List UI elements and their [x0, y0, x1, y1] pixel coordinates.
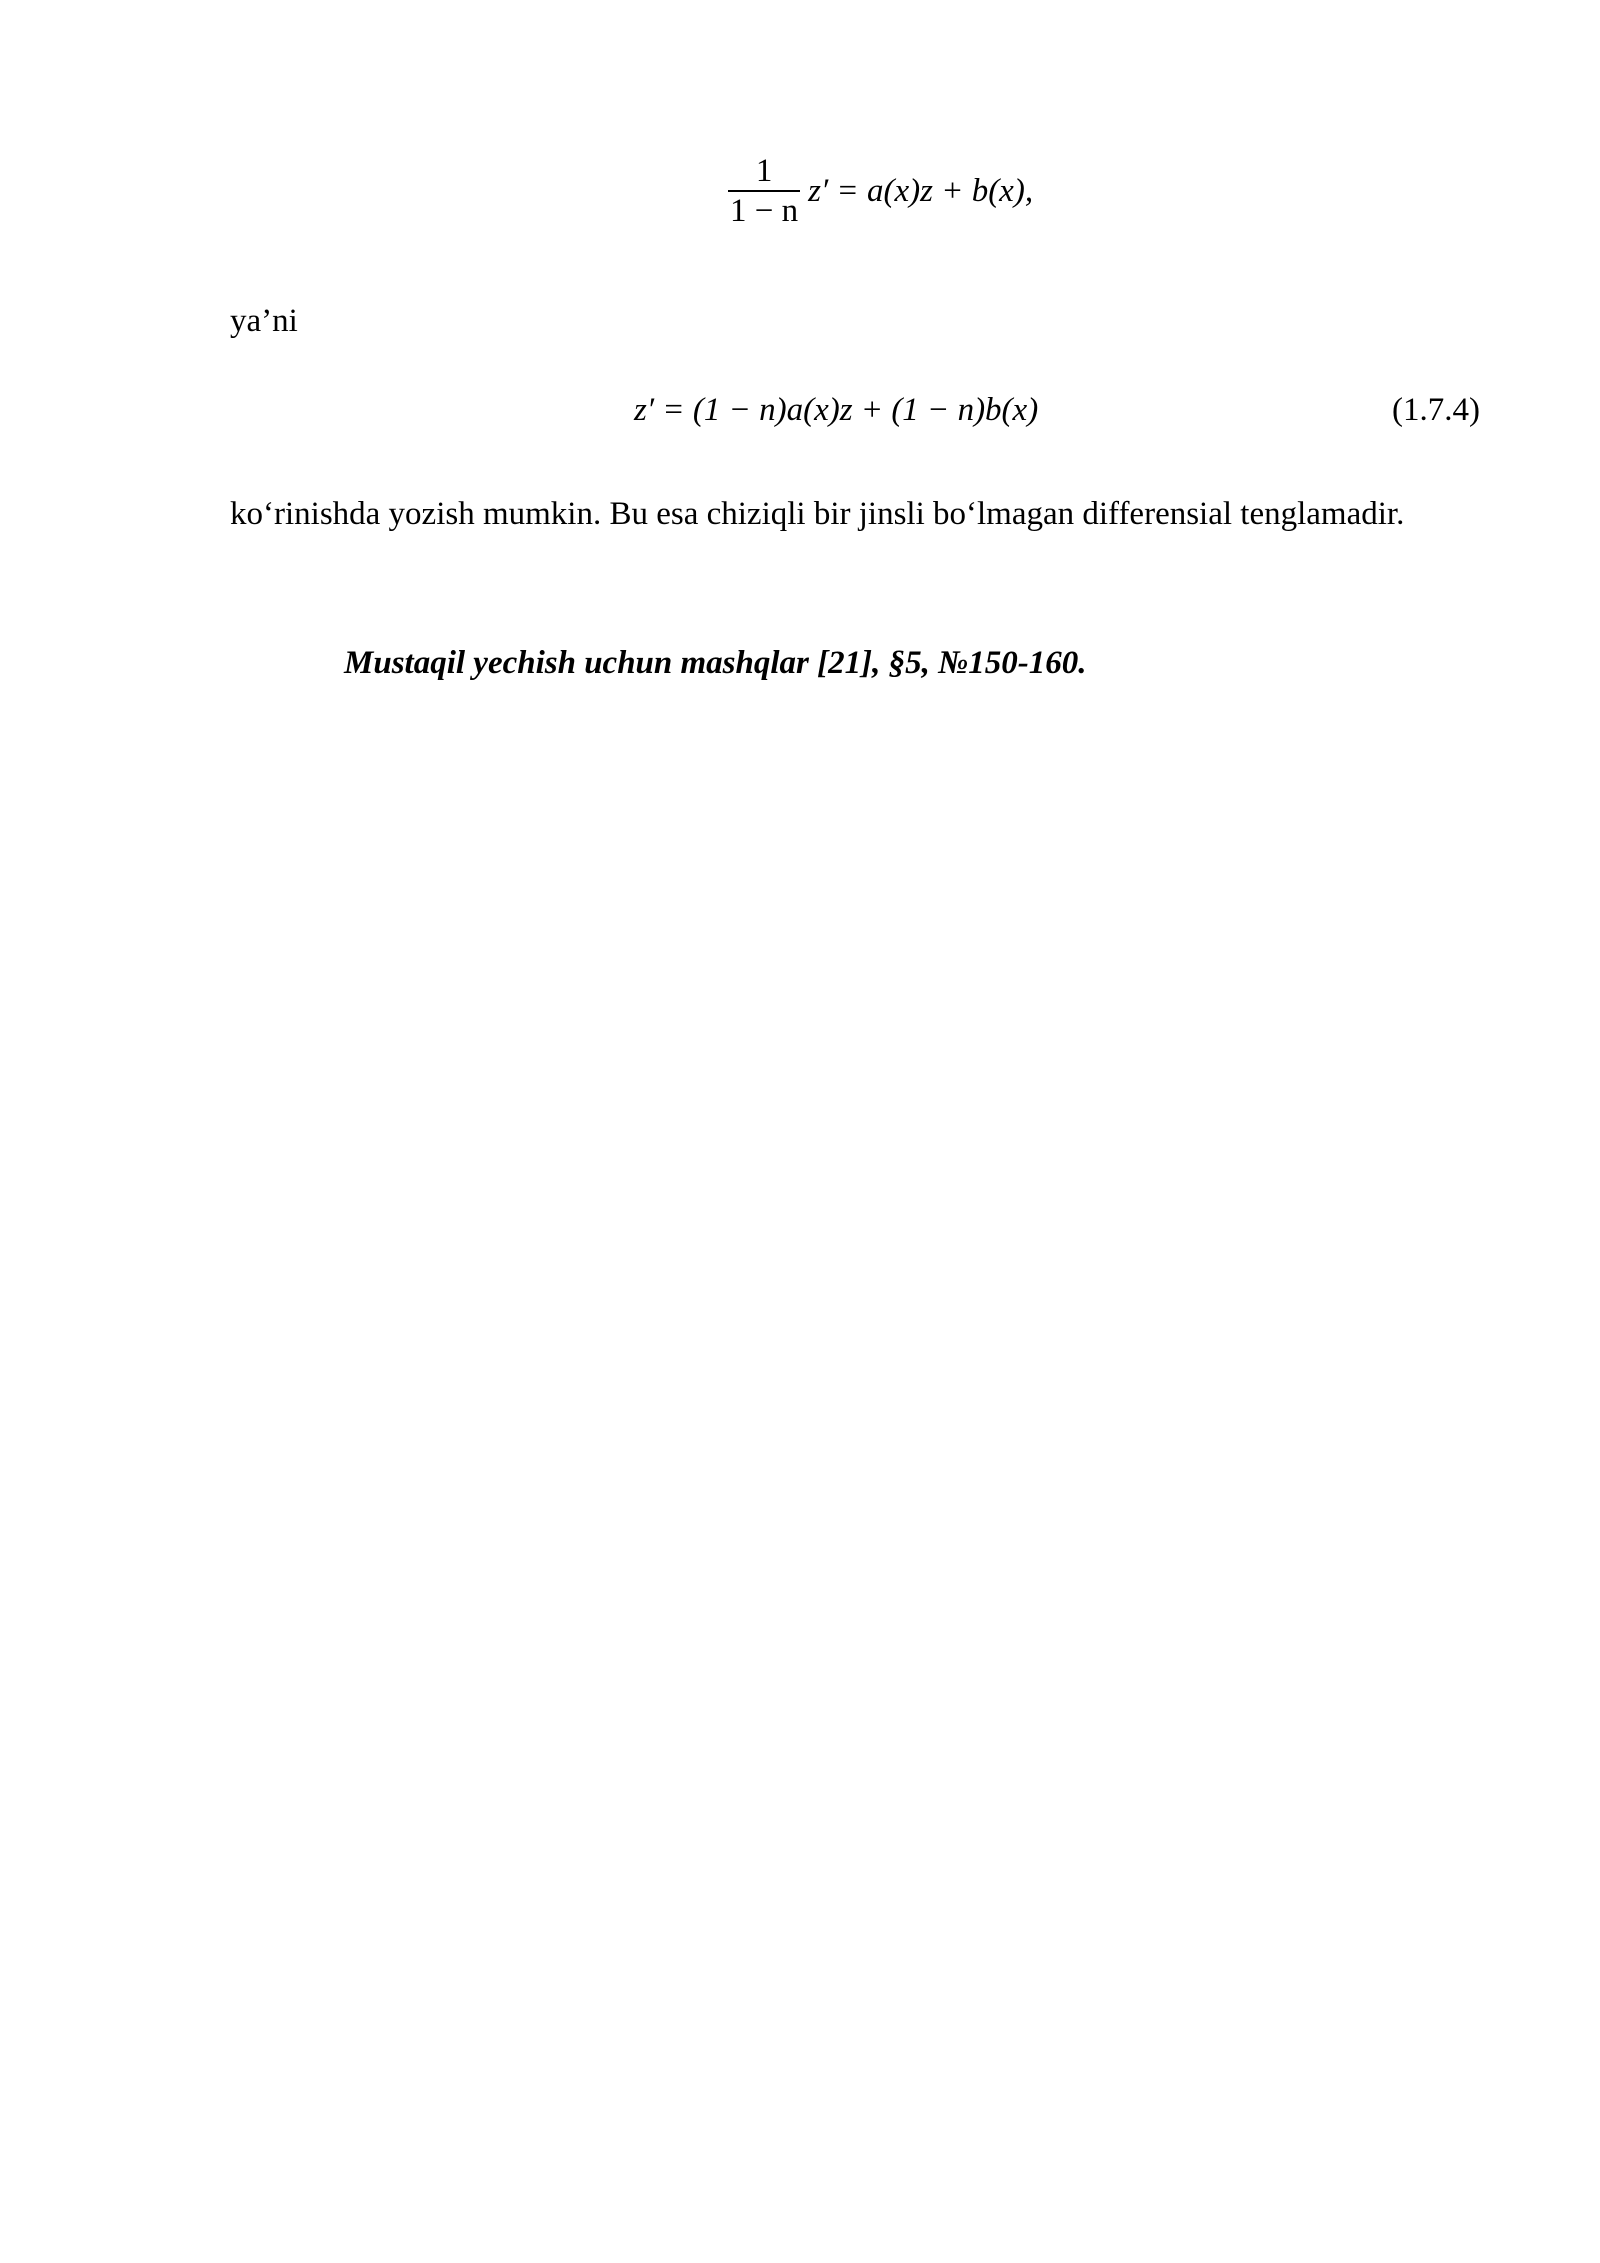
- equation-1-7-4: z′ = (1 − n)a(x)z + (1 − n)b(x): [634, 392, 1039, 428]
- equation-number: (1.7.4): [1392, 392, 1480, 428]
- fraction-denominator: 1 − n: [730, 193, 799, 229]
- exercise-heading: Mustaqil yechish uchun mashqlar [21], §5, №150-160.: [344, 645, 1087, 681]
- fraction: [728, 152, 800, 230]
- body-paragraph: ko‘rinishda yozish mumkin. Bu esa chiziqli bir jinsli bo‘lmagan differensial tenglamadir.: [230, 496, 1405, 532]
- fraction-numerator: 1: [755, 153, 773, 189]
- equation-fraction: [728, 152, 1033, 230]
- connector-text: ya’ni: [230, 303, 298, 339]
- equation1-rhs: z′ = a(x)z + b(x),: [808, 172, 1034, 209]
